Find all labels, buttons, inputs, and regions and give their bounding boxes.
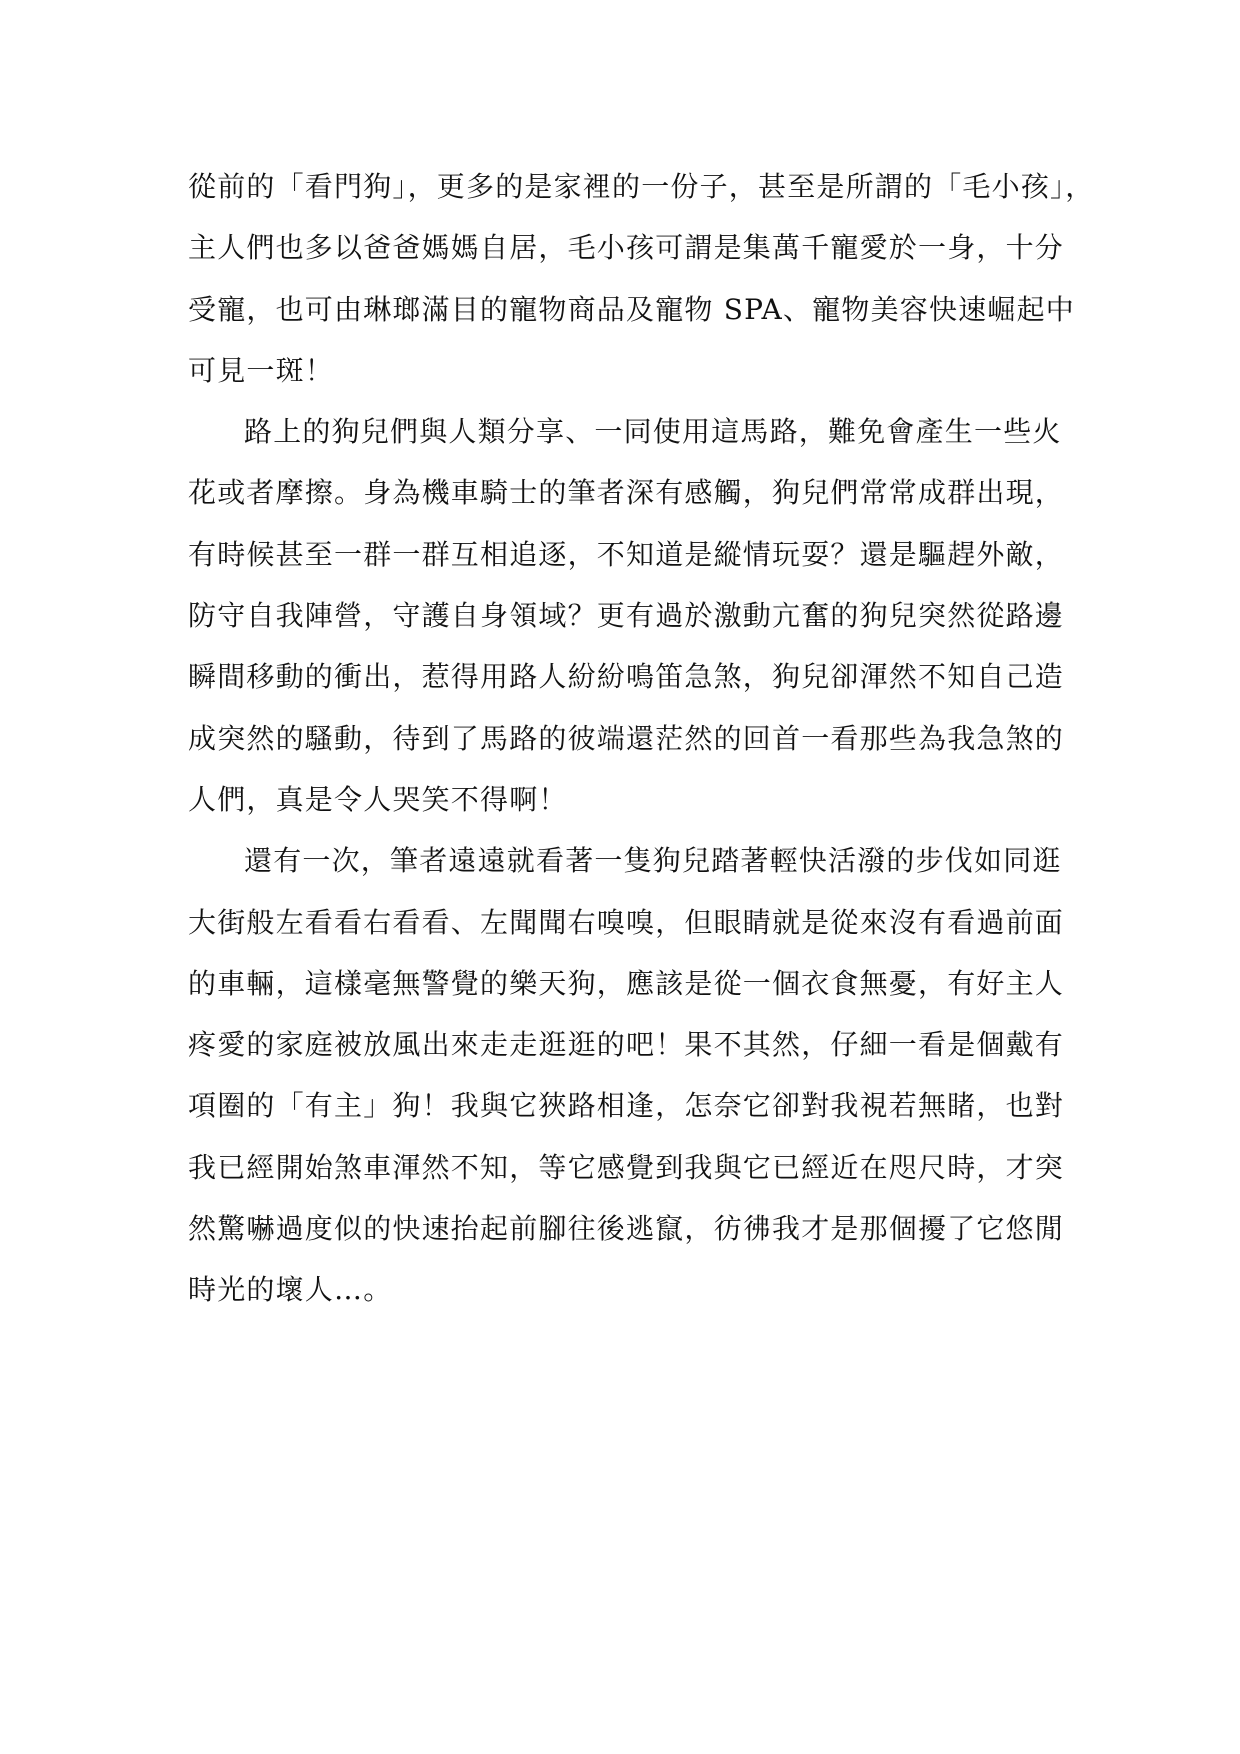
text-line: 的車輛，這樣毫無警覺的樂天狗，應該是從一個衣食無憂，有好主人 (188, 966, 1065, 1000)
text-line: 花或者摩擦。身為機車騎士的筆者深有感觸，狗兒們常常成群出現， (188, 476, 1065, 510)
text-line: 成突然的騷動，待到了馬路的彼端還茫然的回首一看那些為我急煞的 (188, 721, 1065, 755)
paragraph-3 (188, 830, 1065, 1320)
text-line: 從前的「看門狗」，更多的是家裡的一份子，甚至是所謂的「毛小孩」， (188, 170, 1095, 203)
text-line: 疼愛的家庭被放風出來走走逛逛的吧！果不其然，仔細一看是個戴有 (188, 1028, 1065, 1062)
paragraph-2 (188, 401, 1065, 830)
text-line: 時光的壞人…。 (188, 1273, 393, 1307)
text-line: 我已經開始煞車渾然不知，等它感覺到我與它已經近在咫尺時，才突 (188, 1150, 1065, 1184)
paragraph-1 (188, 156, 1095, 401)
text-line: 還有一次，筆者遠遠就看著一隻狗兒踏著輕快活潑的步伐如同逛 (244, 844, 1062, 878)
text-line: 項圈的「有主」狗！我與它狹路相逢，怎奈它卻對我視若無睹，也對 (188, 1089, 1065, 1123)
text-line: 大街般左看看右看看、左聞聞右嗅嗅，但眼睛就是從來沒有看過前面 (188, 905, 1065, 939)
text-line: 可見一斑！ (188, 353, 335, 387)
text-line: 人們，真是令人哭笑不得啊！ (188, 782, 568, 816)
text-line: 然驚嚇過度似的快速抬起前腳往後逃竄，彷彿我才是那個擾了它悠閒 (188, 1212, 1065, 1246)
text-line: 瞬間移動的衝出，惹得用路人紛紛鳴笛急煞，狗兒卻渾然不知自己造 (188, 660, 1065, 694)
text-line: 主人們也多以爸爸媽媽自居，毛小孩可謂是集萬千寵愛於一身，十分 (188, 231, 1065, 265)
body-text (188, 156, 1095, 1321)
text-line: 有時候甚至一群一群互相追逐，不知道是縱情玩耍？還是驅趕外敵， (188, 537, 1065, 571)
text-line: 受寵，也可由琳瑯滿目的寵物商品及寵物 SPA、寵物美容快速崛起中 (188, 292, 1075, 326)
text-line: 路上的狗兒們與人類分享、一同使用這馬路，難免會產生一些火 (244, 415, 1062, 449)
text-line: 防守自我陣營，守護自身領域？更有過於激動亢奮的狗兒突然從路邊 (188, 599, 1065, 633)
